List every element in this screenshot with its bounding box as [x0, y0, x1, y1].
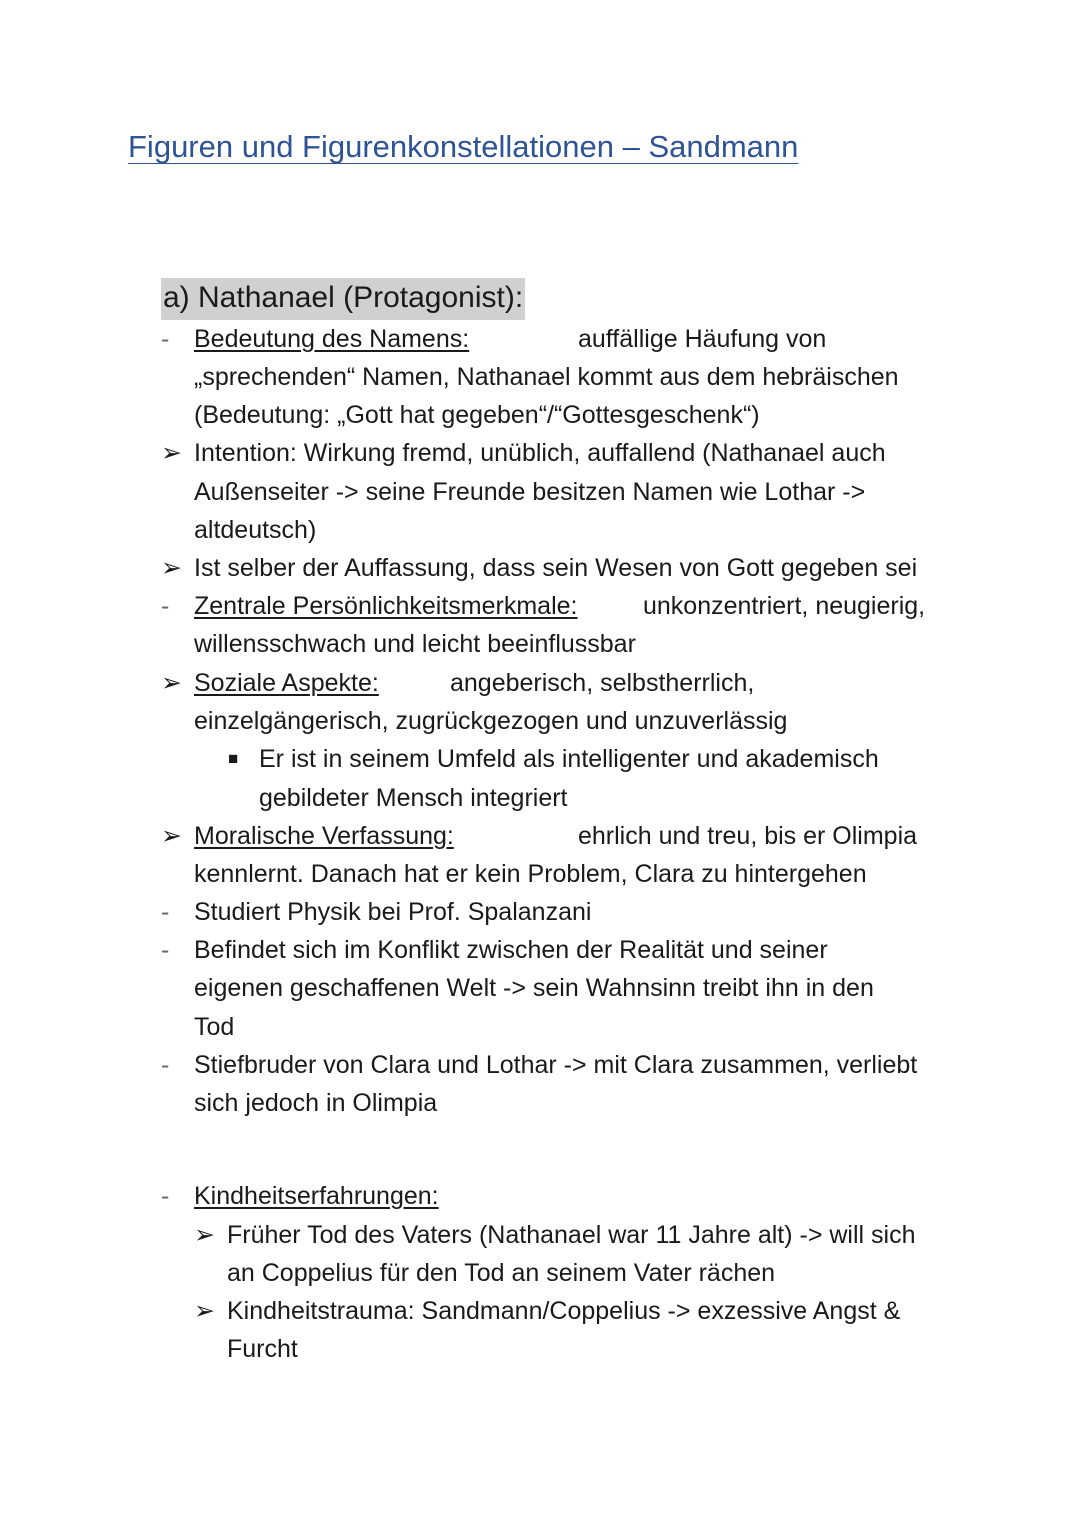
konflikt-line-1: Befindet sich im Konflikt zwischen der Realität und seiner	[194, 936, 828, 964]
name-line-2: „sprechenden“ Namen, Nathanael kommt aus dem hebräischen	[194, 363, 899, 391]
auffassung-line: Ist selber der Auffassung, dass sein Wesen von Gott gegeben sei	[194, 554, 918, 582]
list-item-kindheit	[194, 1181, 439, 1211]
dash-bullet: -	[161, 898, 170, 926]
intention-line-1: Intention: Wirkung fremd, unüblich, auffallend (Nathanael auch	[194, 439, 886, 467]
moral-line-2: kennlernt. Danach hat er kein Problem, Clara zu hintergehen	[194, 860, 867, 888]
stief-line-2: sich jedoch in Olimpia	[194, 1089, 438, 1117]
intention-line-2: Außenseiter -> seine Freunde besitzen Namen wie Lothar ->	[194, 478, 866, 506]
sozial-line-2: einzelgängerisch, zugrückgezogen und unzuverlässig	[194, 707, 788, 735]
arrow-bullet-icon: ➢	[161, 554, 182, 582]
page-title: Figuren und Figurenkonstellationen – Sandmann	[128, 129, 799, 164]
sozial-value: angeberisch, selbstherrlich,	[450, 669, 755, 697]
umfeld-line-2: gebildeter Mensch integriert	[259, 784, 568, 812]
sozial-label: Soziale Aspekte:	[194, 669, 379, 697]
tod-line-1: Früher Tod des Vaters (Nathanael war 11 Jahre alt) -> will sich	[227, 1221, 916, 1249]
moral-value: ehrlich und treu, bis er Olimpia	[578, 822, 918, 850]
list-item-name	[194, 324, 469, 354]
list-item-moral	[194, 821, 454, 851]
dash-bullet: -	[161, 936, 170, 964]
stief-line-1: Stiefbruder von Clara und Lothar -> mit Clara zusammen, verliebt	[194, 1051, 918, 1079]
list-item-sozial	[194, 668, 379, 698]
list-item-persoenlichkeit	[194, 591, 577, 621]
persoenlichkeit-value: unkonzentriert, neugierig,	[643, 592, 926, 620]
dash-bullet: -	[161, 1051, 170, 1079]
kindheit-label: Kindheitserfahrungen:	[194, 1182, 439, 1210]
arrow-bullet-icon: ➢	[161, 669, 182, 697]
intention-line-3: altdeutsch)	[194, 516, 317, 544]
dash-bullet: -	[161, 1182, 170, 1210]
name-label: Bedeutung des Namens:	[194, 325, 470, 353]
name-line-3: (Bedeutung: „Gott hat gegeben“/“Gottesgeschenk“)	[194, 401, 760, 429]
arrow-bullet-icon: ➢	[161, 439, 182, 467]
persoenlichkeit-label: Zentrale Persönlichkeitsmerkmale:	[194, 592, 578, 620]
arrow-bullet-icon: ➢	[161, 822, 182, 850]
trauma-line-2: Furcht	[227, 1335, 298, 1363]
dash-bullet: -	[161, 592, 170, 620]
umfeld-line-1: Er ist in seinem Umfeld als intelligenter und akademisch	[259, 745, 879, 773]
section-heading: a) Nathanael (Protagonist):	[161, 278, 525, 320]
physik-line: Studiert Physik bei Prof. Spalanzani	[194, 898, 592, 926]
arrow-bullet-icon: ➢	[194, 1297, 215, 1325]
dash-bullet: -	[161, 325, 170, 353]
konflikt-line-3: Tod	[194, 1013, 235, 1041]
tod-line-2: an Coppelius für den Tod an seinem Vater rächen	[227, 1259, 776, 1287]
konflikt-line-2: eigenen geschaffenen Welt -> sein Wahnsinn treibt ihn in den	[194, 974, 874, 1002]
persoenlichkeit-line-2: willensschwach und leicht beeinflussbar	[194, 630, 636, 658]
moral-label: Moralische Verfassung:	[194, 822, 454, 850]
arrow-bullet-icon: ➢	[194, 1221, 215, 1249]
square-bullet-icon: ■	[228, 749, 239, 768]
trauma-line-1: Kindheitstrauma: Sandmann/Coppelius -> exzessive Angst &	[227, 1297, 901, 1325]
name-value: auffällige Häufung von	[578, 325, 827, 353]
